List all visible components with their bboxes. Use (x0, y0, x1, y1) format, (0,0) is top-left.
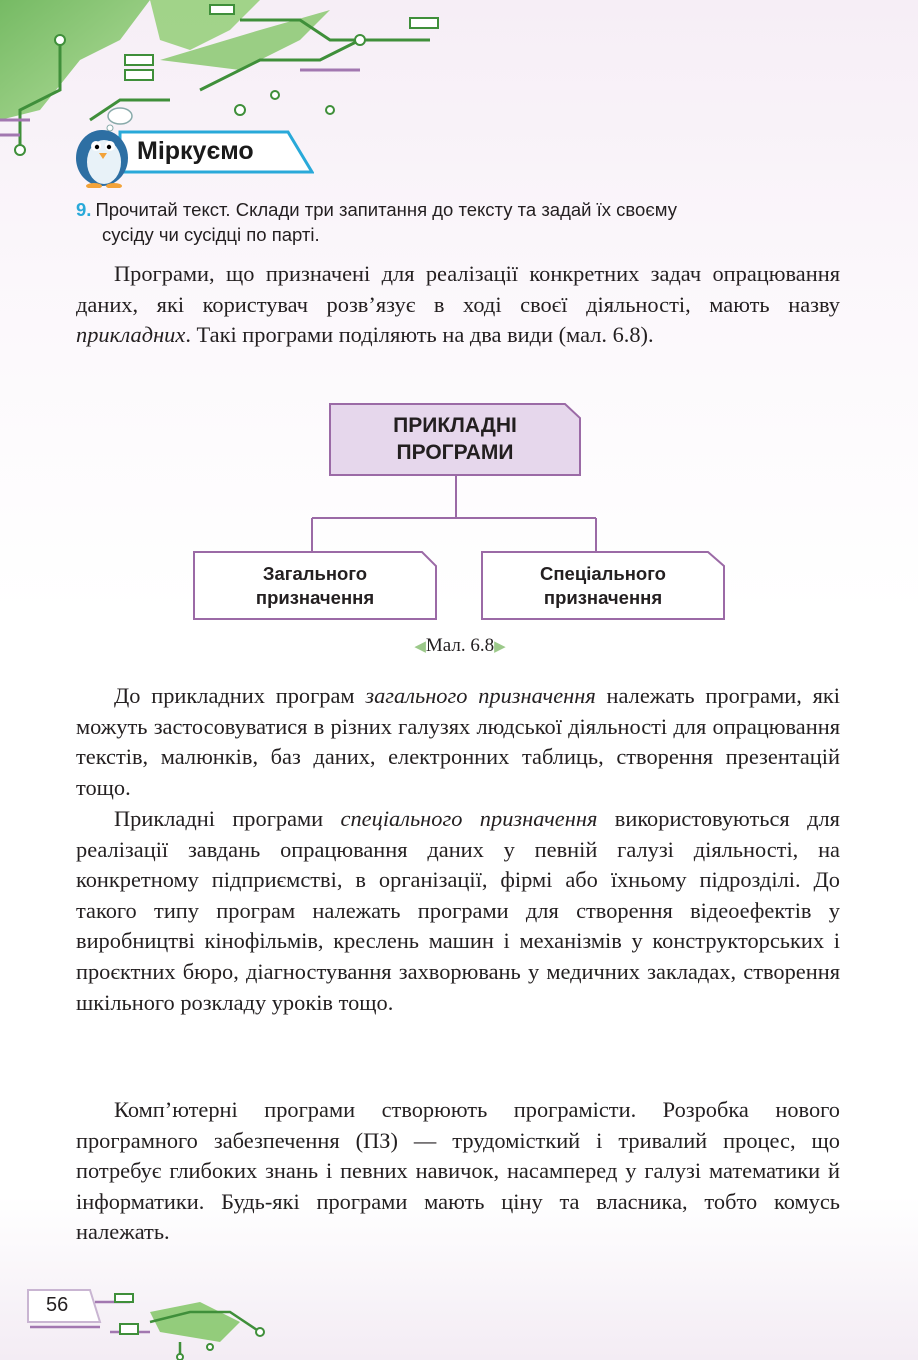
paragraph-intro (76, 259, 840, 351)
special-text-end: використовуються для реалізації завдань опрацювання даних у певній галузі діяльності, на конкретному підприємстві, в організації, фірмі або їхньому підрозділі. До такого типу програм належать програми для створення відеоефектів у виробництві кінофільмів, креслень машин і механізмів у конструкторських і проєктних бюро, діагностування захворювань у медичних закладах, створення шкільного розкладу уроків тощо. (76, 806, 840, 1015)
intro-term: прикладних (76, 322, 186, 348)
page-number: 56 (46, 1294, 69, 1316)
section-heading: Міркуємо (137, 137, 254, 165)
diagram-right-line2: призначення (543, 587, 663, 608)
diagram-right-box (482, 562, 724, 610)
general-text-end: належать програми, які можуть застосовуватися в різних галузях людської діяльності для опрацювання текстів, малюнків, баз даних, електронних таблиць, створення презентацій тощо. (76, 683, 841, 800)
penguin-icon (70, 106, 142, 188)
task-9 (76, 197, 840, 247)
developers-text: Комп’ютерні програми створюють програмісти. Розробка нового програмного забезпечення (ПЗ) — трудомісткий і тривалий процес, що потребує глибоких знань і певних навичок, насамперед у галузі математики й інформатики. Будь-які програми мають ціну та власника, тобто комусь належать. (76, 1097, 840, 1245)
diagram-left-box (194, 562, 436, 610)
task-text-line1: Прочитай текст. Склади три запитання до тексту та задай їх своєму (95, 199, 677, 220)
diagram-root-box (330, 412, 580, 466)
caption-text: Мал. 6.8 (425, 635, 495, 656)
general-text: До прикладних програм (114, 683, 366, 708)
general-term: загального призначення (365, 683, 596, 708)
caption-right-triangle-icon: ▶ (494, 639, 506, 655)
special-term: спеціального призначення (340, 806, 598, 831)
diagram-right-line1: Спеціального (540, 563, 666, 584)
intro-text: Програми, що призначені для реалізації конкретних задач опрацювання даних, які користувач розв’язує в ході своєї діяльності, мають назву (76, 261, 840, 317)
paragraph-general-purpose (76, 681, 840, 803)
figure-caption (395, 634, 525, 659)
paragraph-special-purpose (76, 804, 840, 1018)
paragraph-developers (76, 1095, 840, 1248)
diagram-left-line1: Загального (262, 563, 368, 584)
intro-text-end: . Такі програми поділяють на два види (мал. 6.8). (185, 322, 654, 348)
task-text-line2: сусіду чи сусідці по парті. (102, 224, 320, 245)
diagram-left-line2: призначення (255, 587, 375, 608)
task-number: 9. (76, 199, 92, 220)
diagram-root-line2: ПРОГРАМИ (396, 441, 514, 464)
diagram-applied-programs (190, 400, 730, 625)
special-text: Прикладні програми (114, 806, 341, 831)
caption-left-triangle-icon: ◀ (414, 639, 426, 655)
diagram-root-line1: ПРИКЛАДНІ (393, 414, 517, 437)
